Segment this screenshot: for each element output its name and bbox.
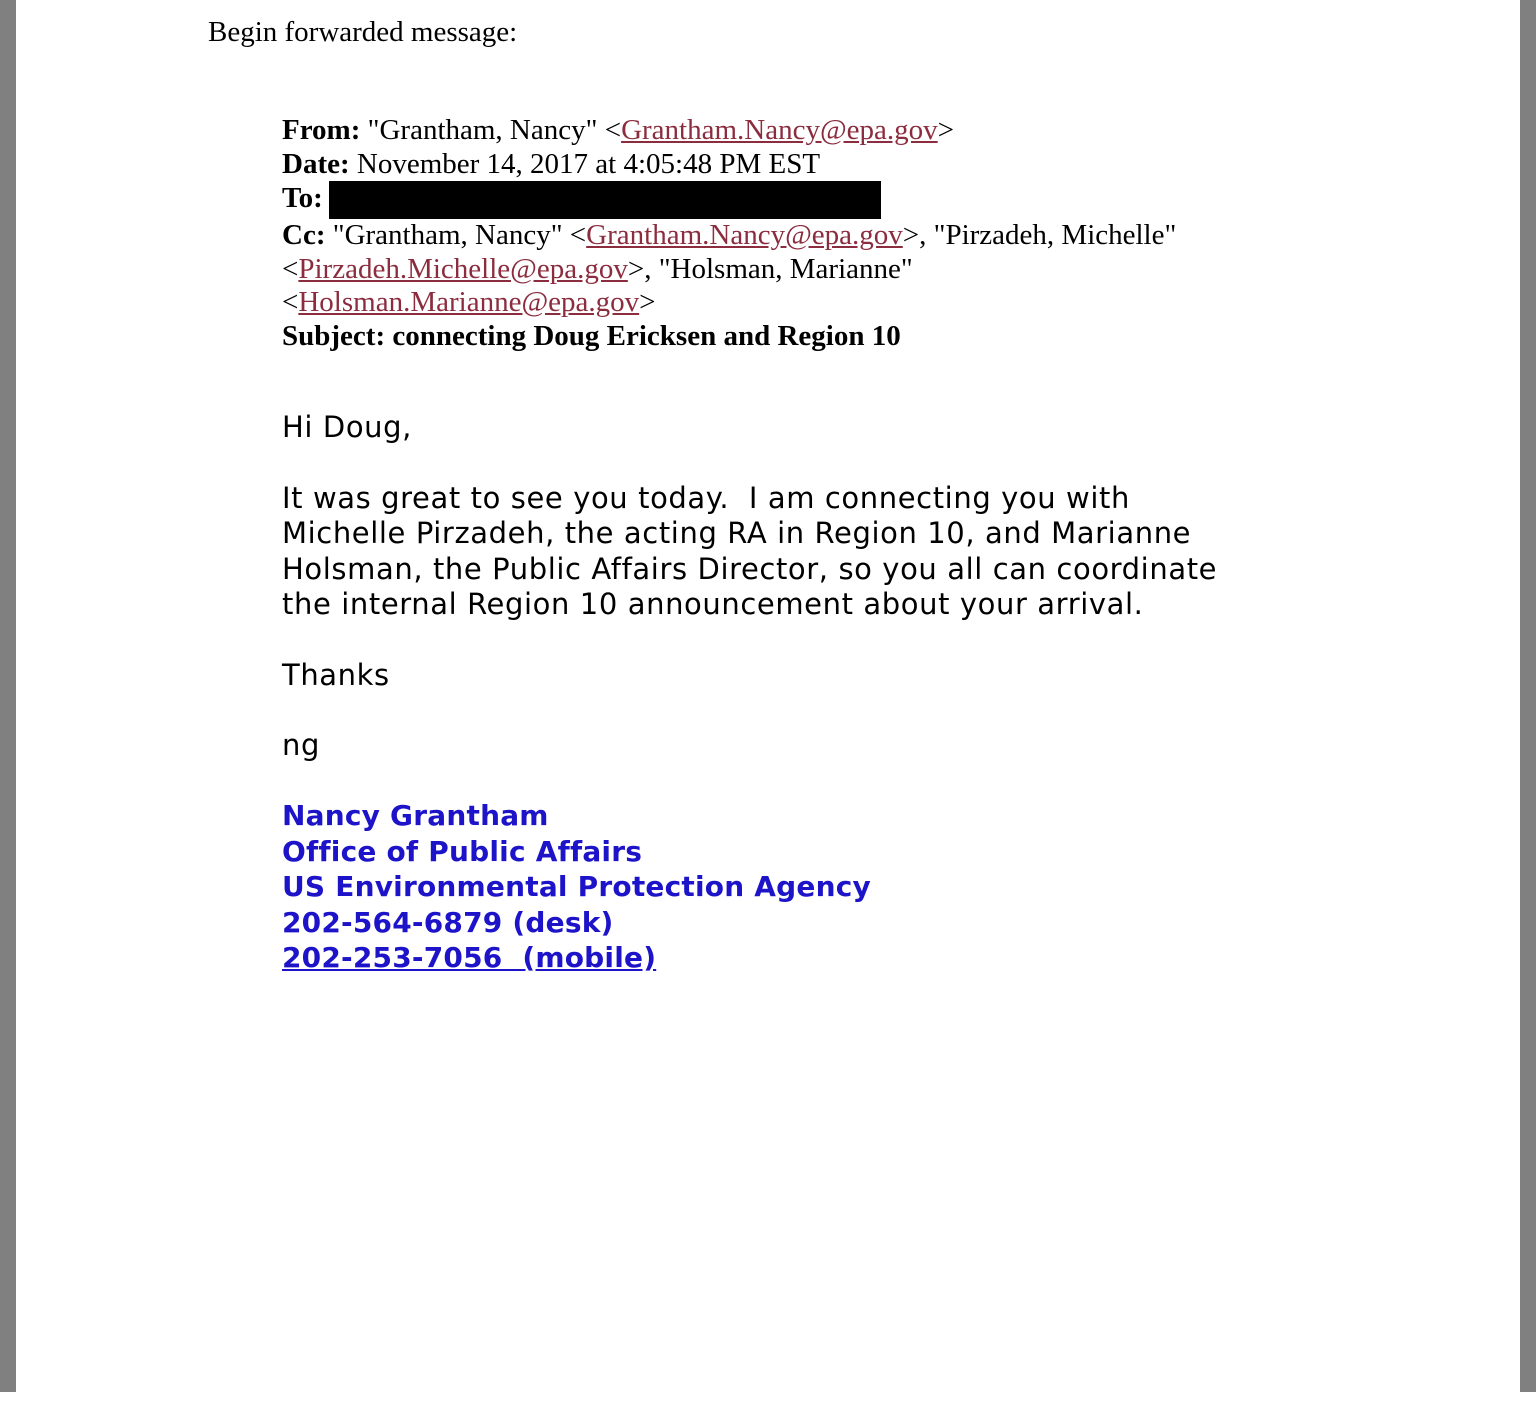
cc-line-2 xyxy=(282,253,1242,287)
forwarded-intro: Begin forwarded message: xyxy=(208,16,518,48)
signature-name: Nancy Grantham xyxy=(282,799,549,832)
from-email-link[interactable]: Grantham.Nancy@epa.gov xyxy=(621,114,938,146)
cc-separator-1: >, "Pirzadeh, Michelle" xyxy=(902,219,1177,251)
thanks: Thanks xyxy=(282,657,390,692)
cc-close-3: > xyxy=(639,286,656,318)
subject-label: Subject: xyxy=(282,319,386,352)
redaction-box xyxy=(329,181,881,219)
from-name: "Grantham, Nancy" < xyxy=(367,114,622,146)
date-line xyxy=(282,148,1242,182)
email-body xyxy=(282,410,1262,799)
cc-open-2: < xyxy=(282,252,299,285)
subject-line xyxy=(282,320,1242,354)
from-label: From: xyxy=(282,114,361,146)
date-value: November 14, 2017 at 4:05:48 PM EST xyxy=(356,147,821,180)
date-label: Date: xyxy=(282,147,350,180)
cc-email-link-1[interactable]: Grantham.Nancy@epa.gov xyxy=(586,219,903,251)
cc-name-1: "Grantham, Nancy" < xyxy=(332,219,587,251)
body-line: the internal Region 10 announcement about your arrival. xyxy=(282,587,1144,621)
cc-line-3 xyxy=(282,286,1242,320)
left-margin-bar xyxy=(0,0,16,1392)
signature-block xyxy=(282,798,871,976)
cc-open-3: < xyxy=(282,286,299,318)
cc-label: Cc: xyxy=(282,219,326,251)
main-paragraph xyxy=(282,481,1262,623)
signature-mobile-link[interactable]: 202-253-7056 (mobile) xyxy=(282,941,657,974)
cc-email-link-2[interactable]: Pirzadeh.Michelle@epa.gov xyxy=(298,252,628,285)
signature-desk-phone: 202-564-6879 (desk) xyxy=(282,905,614,939)
body-line: It was great to see you today. I am connecting you with xyxy=(282,480,1130,515)
from-line xyxy=(282,114,1242,148)
cc-separator-2: >, "Holsman, Marianne" xyxy=(627,252,913,285)
right-margin-bar xyxy=(1520,0,1536,1392)
signature-agency: US Environmental Protection Agency xyxy=(282,870,871,903)
body-line: Holsman, the Public Affairs Director, so you all can coordinate xyxy=(282,551,1218,586)
email-headers xyxy=(282,114,1242,353)
initials: ng xyxy=(282,728,320,762)
cc-line xyxy=(282,219,1242,253)
subject-value: connecting Doug Ericksen and Region 10 xyxy=(392,319,901,352)
from-close: > xyxy=(937,114,955,146)
to-label: To: xyxy=(282,182,323,214)
signature-office: Office of Public Affairs xyxy=(282,834,643,868)
to-line xyxy=(282,181,1242,219)
cc-email-link-3[interactable]: Holsman.Marianne@epa.gov xyxy=(298,286,640,318)
document-page xyxy=(16,0,1520,1392)
body-line: Michelle Pirzadeh, the acting RA in Region 10, and Marianne xyxy=(282,516,1192,550)
greeting: Hi Doug, xyxy=(282,410,412,444)
